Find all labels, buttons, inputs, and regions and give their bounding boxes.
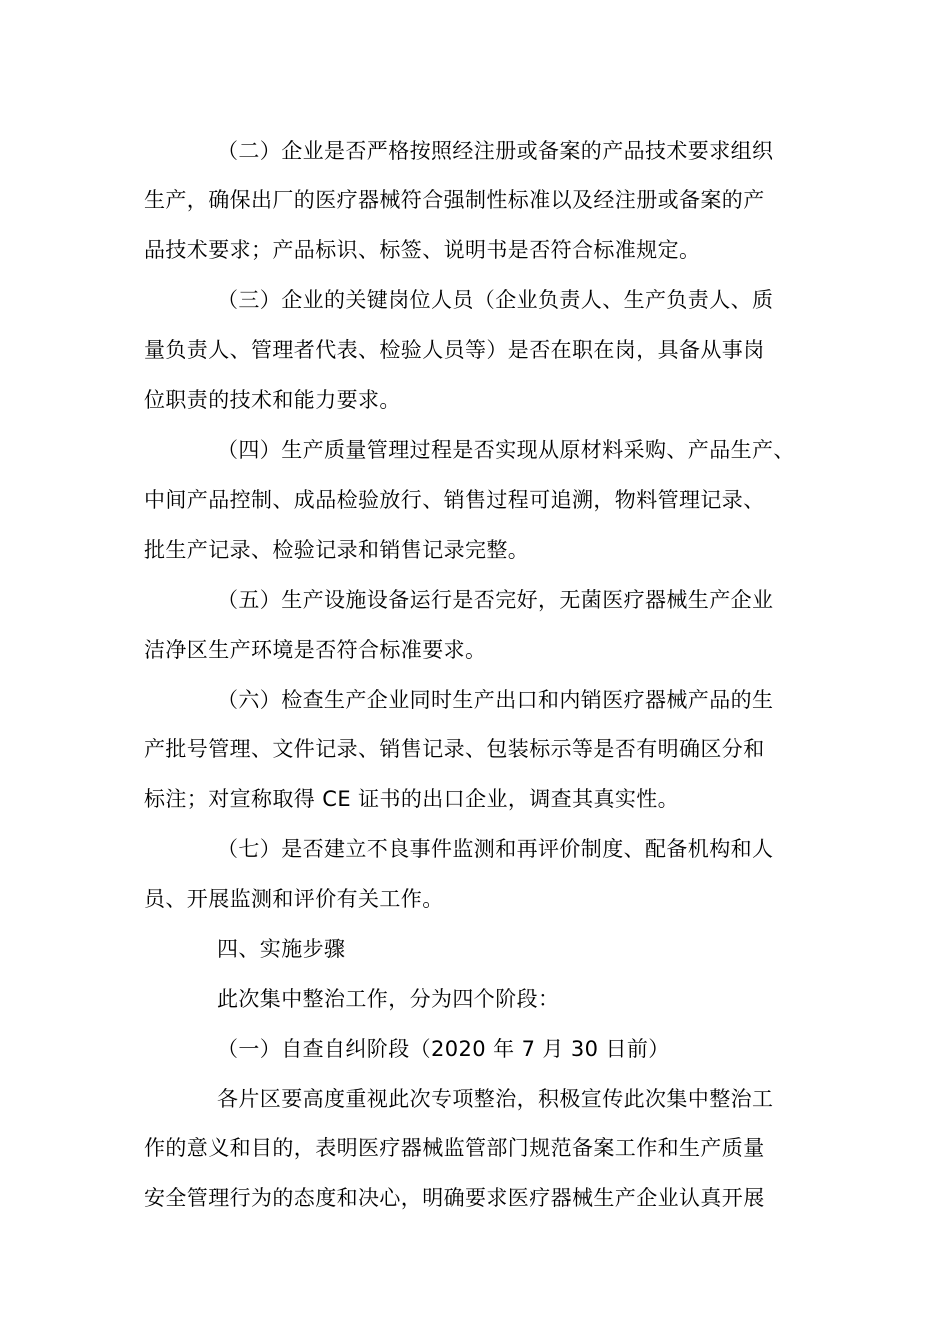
item-6-line-3: 标注；对宣称取得 CE 证书的出口企业，调查其真实性。 xyxy=(144,787,680,811)
item-6-line-1: （六）检查生产企业同时生产出口和内销医疗器械产品的生 xyxy=(217,688,774,712)
item-2-line-2: 生产，确保出厂的医疗器械符合强制性标准以及经注册或备案的产 xyxy=(144,188,765,212)
item-4-line-2: 中间产品控制、成品检验放行、销售过程可追溯，物料管理记录、 xyxy=(144,488,765,512)
item-2-line-3: 品技术要求；产品标识、标签、说明书是否符合标准规定。 xyxy=(144,238,701,262)
section-intro: 此次集中整治工作，分为四个阶段： xyxy=(217,987,560,1011)
stage-1-para-line-2: 作的意义和目的，表明医疗器械监管部门规范备案工作和生产质量 xyxy=(144,1136,765,1160)
item-3-line-1: （三）企业的关键岗位人员（企业负责人、生产负责人、质 xyxy=(217,288,774,312)
section-heading-4: 四、实施步骤 xyxy=(217,937,346,961)
item-7-line-2: 员、开展监测和评价有关工作。 xyxy=(144,887,444,911)
item-7-line-1: （七）是否建立不良事件监测和再评价制度、配备机构和人 xyxy=(217,837,774,861)
stage-1-para-line-1: 各片区要高度重视此次专项整治，积极宣传此次集中整治工 xyxy=(217,1087,774,1111)
item-4-line-1: （四）生产质量管理过程是否实现从原材料采购、产品生产、 xyxy=(217,438,795,462)
item-4-line-3: 批生产记录、检验记录和销售记录完整。 xyxy=(144,538,530,562)
item-3-line-2: 量负责人、管理者代表、检验人员等）是否在职在岗，具备从事岗 xyxy=(144,338,765,362)
stage-1-para-line-3: 安全管理行为的态度和决心，明确要求医疗器械生产企业认真开展 xyxy=(144,1186,765,1210)
item-3-line-3: 位职责的技术和能力要求。 xyxy=(144,388,401,412)
stage-1-heading: （一）自查自纠阶段（2020 年 7 月 30 日前） xyxy=(217,1037,670,1061)
item-2-line-1: （二）企业是否严格按照经注册或备案的产品技术要求组织 xyxy=(217,139,774,163)
item-6-line-2: 产批号管理、文件记录、销售记录、包装标示等是否有明确区分和 xyxy=(144,737,765,761)
item-5-line-1: （五）生产设施设备运行是否完好，无菌医疗器械生产企业 xyxy=(217,588,774,612)
item-5-line-2: 洁净区生产环境是否符合标准要求。 xyxy=(144,638,487,662)
